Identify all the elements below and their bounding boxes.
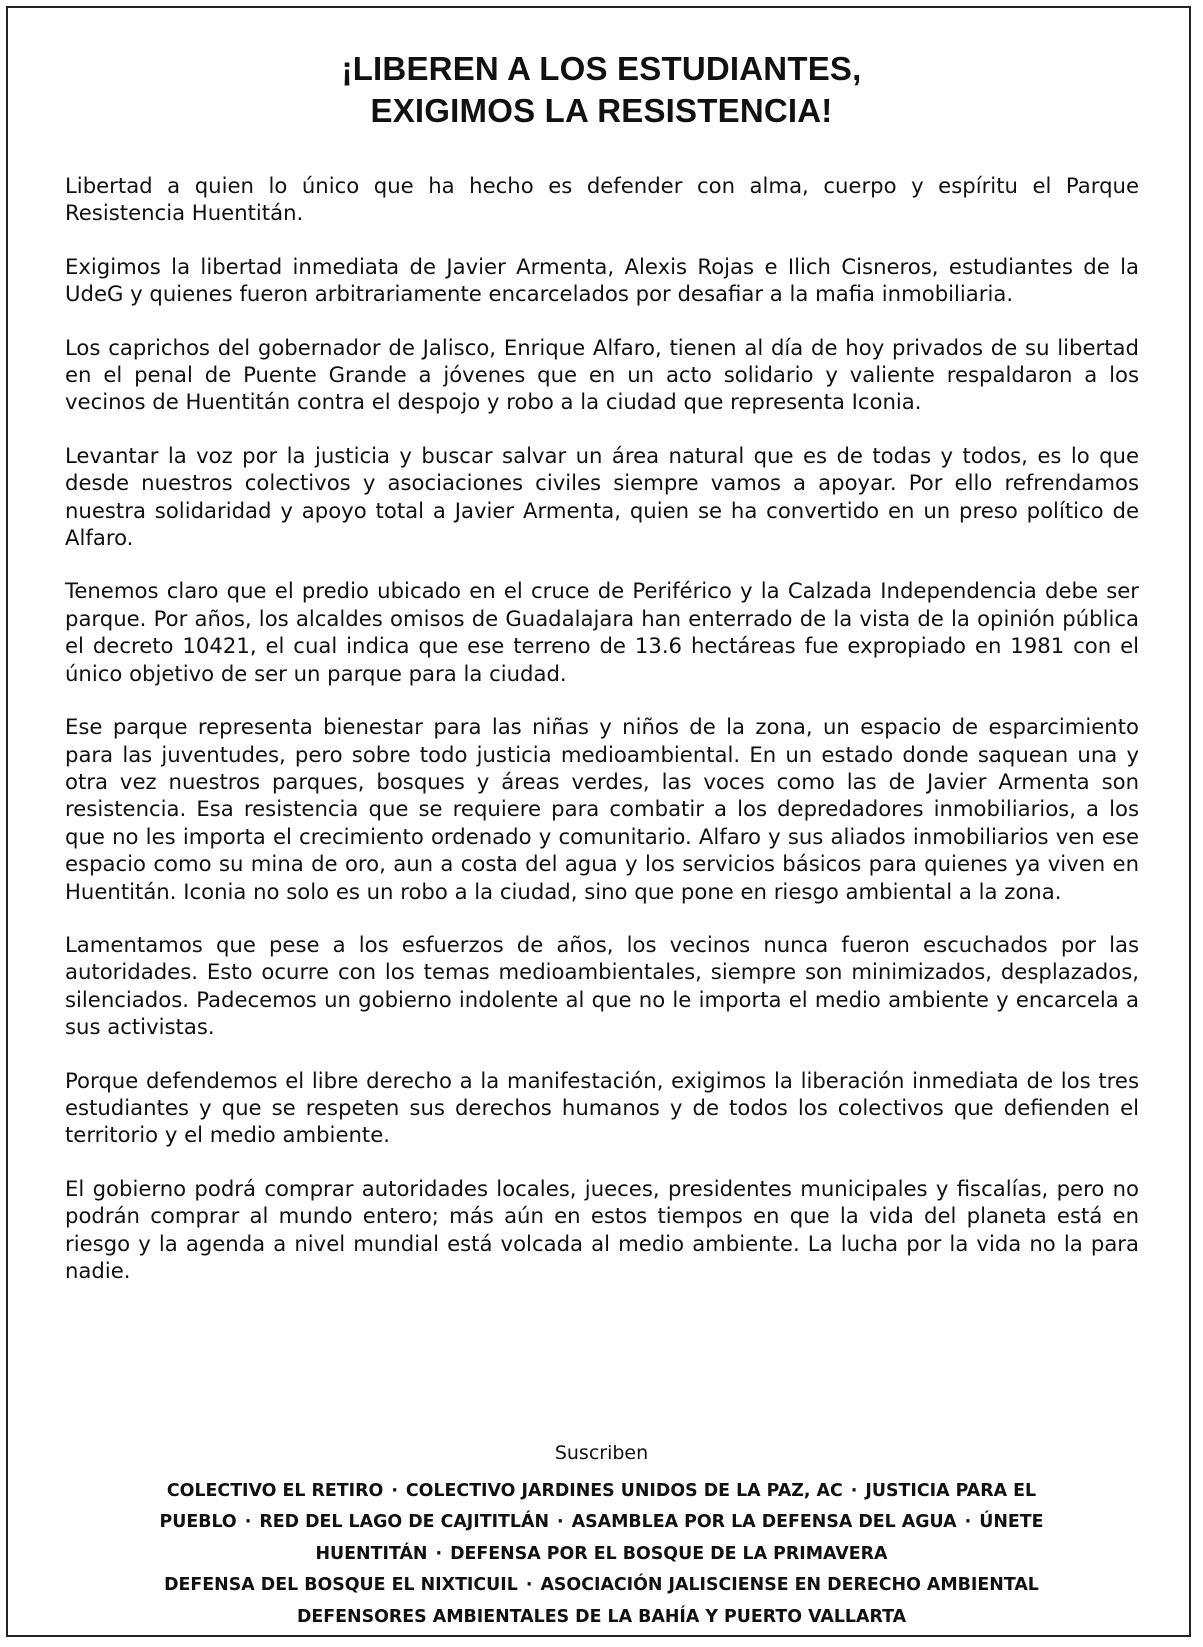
paragraph-3: Los caprichos del gobernador de Jalisco, Enrique Alfaro, tienen al día de hoy privados de su libertad en el penal de Puente Grande a jóvenes que en un acto solidario y valiente respaldaron a los vecinos de Huentitán contra el despojo y robo a la ciudad que representa Iconia. bbox=[65, 334, 1139, 415]
paragraph-6: Ese parque representa bienestar para las niñas y niños de la zona, un espacio de esparcimiento para las juventudes, pero sobre todo justicia medioambiental. En un estado donde saquean una y otra vez nuestros parques, bosques y áreas verdes, las voces como las de Javier Armenta son resistencia. Esa resistencia que se requiere para combatir a los depredadores inmobiliarios, a los que no les importa el crecimiento ordenado y comunitario. Alfaro y sus aliados inmobiliarios ven ese espacio como su mina de oro, aun a costa del agua y los servicios básicos para quienes ya viven en Huentitán. Iconia no solo es un robo a la ciudad, sino que pone en riesgo ambiental a la zona. bbox=[65, 714, 1139, 904]
paragraph-7: Lamentamos que pese a los esfuerzos de años, los vecinos nunca fueron escuchados por las autoridades. Esto ocurre con los temas medioambientales, siempre son minimizados, desplazados, silenciados. Padecemos un gobierno indolente al que no le importa el medio ambiente y encarcela a sus activistas. bbox=[65, 931, 1139, 1040]
paragraph-8: Porque defendemos el libre derecho a la manifestación, exigimos la liberación inmediata de los tres estudiantes y que se respeten sus derechos humanos y de todos los colectivos que defienden el territorio y el medio ambiente. bbox=[65, 1067, 1139, 1148]
signer-asamblea-defensa-agua: ASAMBLEA POR LA DEFENSA DEL AGUA bbox=[571, 1512, 957, 1533]
signer-bosque-primavera: DEFENSA POR EL BOSQUE DE LA PRIMAVERA bbox=[450, 1543, 888, 1564]
suscriben-label: Suscriben bbox=[554, 1442, 649, 1464]
signer-unete-huentitan-part2: HUENTITÁN bbox=[315, 1543, 428, 1564]
signers-line-3 bbox=[55, 1539, 1148, 1570]
signers-line-4 bbox=[55, 1570, 1148, 1601]
signer-jardines-unidos: COLECTIVO JARDINES UNIDOS DE LA PAZ, AC bbox=[405, 1481, 843, 1501]
signers-list bbox=[55, 1476, 1148, 1633]
separator-dot: · bbox=[557, 1512, 564, 1533]
separator-dot: · bbox=[435, 1543, 443, 1564]
paragraph-2: Exigimos la libertad inmediata de Javier Armenta, Alexis Rojas e Ilich Cisneros, estudiantes de la UdeG y quienes fueron arbitrariamente encarcelados por desafiar a la mafia inmobiliaria. bbox=[65, 253, 1139, 307]
signers-line-5 bbox=[55, 1602, 1148, 1633]
signer-asociacion-jalisciense: ASOCIACIÓN JALISCIENSE EN DERECHO AMBIENTAL bbox=[540, 1575, 1039, 1596]
separator-dot: · bbox=[850, 1481, 858, 1501]
separator-dot: · bbox=[391, 1481, 398, 1501]
paragraph-4: Levantar la voz por la justicia y buscar salvar un área natural que es de todas y todos, es lo que desde nuestros colectivos y asociaciones civiles siempre vamos a apoyar. Por ello refrendamos nuestra solidaridad y apoyo total a Javier Armenta, quien se ha convertido en un preso político de Alfaro. bbox=[65, 442, 1139, 551]
signers-line-2 bbox=[55, 1507, 1148, 1538]
title-line-1: ¡LIBEREN A LOS ESTUDIANTES, bbox=[341, 50, 862, 87]
signer-unete-huentitan-part1: ÚNETE bbox=[979, 1512, 1044, 1533]
signer-justicia-para-el-pueblo-part2: PUEBLO bbox=[159, 1512, 237, 1533]
separator-dot: · bbox=[525, 1575, 533, 1596]
signer-red-del-lago: RED DEL LAGO DE CAJITITLÁN bbox=[259, 1512, 550, 1533]
signer-justicia-para-el-pueblo-part1: JUSTICIA PARA EL bbox=[865, 1481, 1037, 1501]
signer-defensores-bahia: DEFENSORES AMBIENTALES DE LA BAHÍA Y PUERTO VALLARTA bbox=[296, 1606, 907, 1627]
paragraph-1: Libertad a quien lo único que ha hecho es defender con alma, cuerpo y espíritu el Parque Resistencia Huentitán. bbox=[65, 173, 1139, 226]
body-text bbox=[65, 172, 1139, 1310]
signers-line-1 bbox=[55, 1476, 1148, 1507]
paragraph-9: El gobierno podrá comprar autoridades locales, jueces, presidentes municipales y fiscalías, pero no podrán comprar al mundo entero; más aún en estos tiempos en que la vida del planeta está en riesgo y la agenda a nivel mundial está volcada al medio ambiente. La lucha por la vida no la para nadie. bbox=[65, 1175, 1139, 1283]
signer-colectivo-el-retiro: COLECTIVO EL RETIRO bbox=[166, 1481, 384, 1501]
separator-dot: · bbox=[244, 1512, 252, 1533]
paragraph-5: Tenemos claro que el predio ubicado en el cruce de Periférico y la Calzada Independencia debe ser parque. Por años, los alcaldes omisos de Guadalajara han enterrado de la vista de la opinión pública el decreto 10421, el cual indica que ese terreno de 13.6 hectáreas fue expropiado en 1981 con el único objetivo de ser un parque para la ciudad. bbox=[65, 578, 1139, 686]
page-title bbox=[0, 48, 1203, 132]
title-line-2: EXIGIMOS LA RESISTENCIA! bbox=[370, 92, 833, 129]
signer-bosque-nixticuil: DEFENSA DEL BOSQUE EL NIXTICUIL bbox=[164, 1575, 518, 1596]
separator-dot: · bbox=[964, 1512, 972, 1533]
